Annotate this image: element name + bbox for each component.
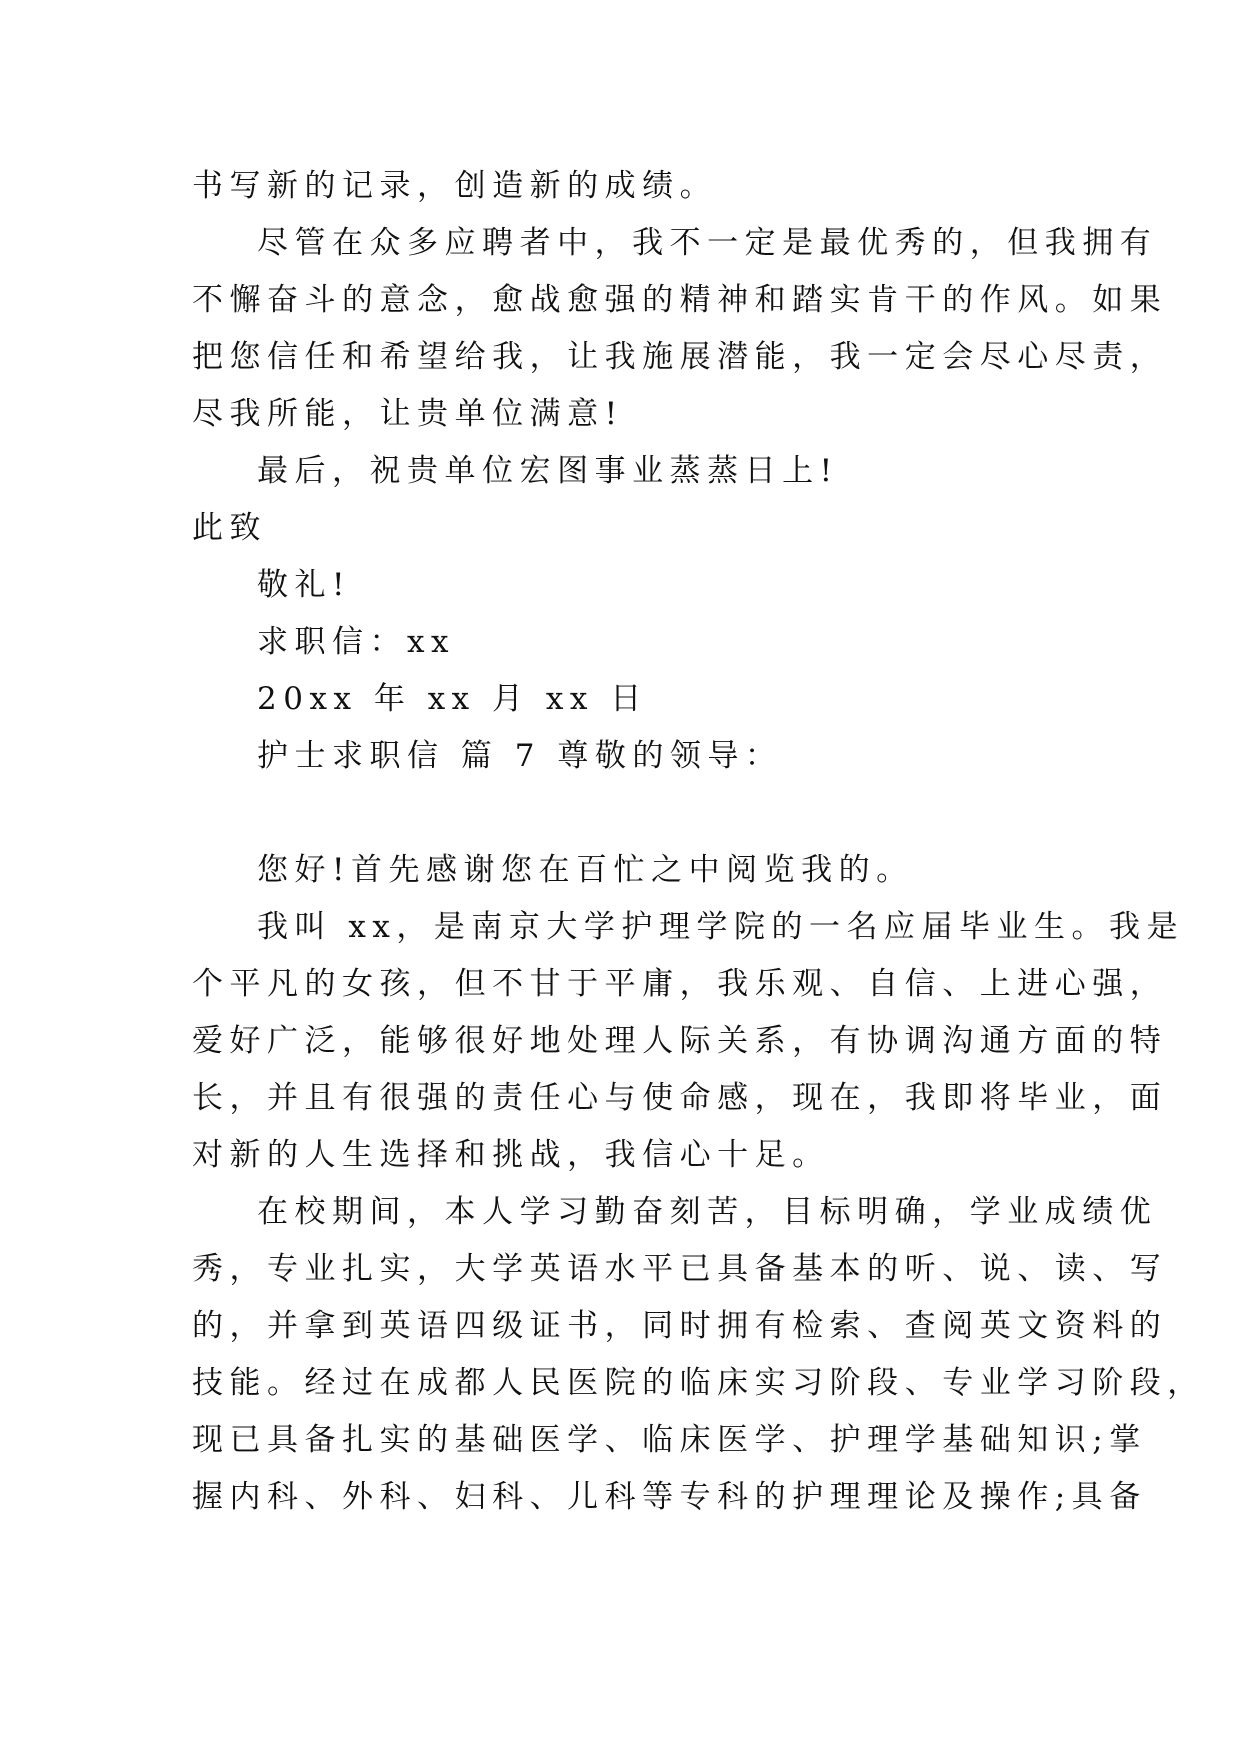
paragraph-start: 在校期间，本人学习勤奋刻苦，目标明确，学业成绩优 [257, 1194, 1158, 1230]
text-line: 爱好广泛，能够很好地处理人际关系，有协调沟通方面的特 [192, 1023, 1168, 1059]
text-line: 的，并拿到英语四级证书，同时拥有检索、查阅英文资料的 [192, 1308, 1168, 1344]
text-line: 个平凡的女孩，但不甘于平庸，我乐观、自信、上进心强， [192, 966, 1168, 1002]
salutation-jing-li: 敬礼! [257, 567, 351, 603]
text-line: 长，并且有很强的责任心与使命感，现在，我即将毕业，面 [192, 1080, 1168, 1116]
text-line: 秀，专业扎实，大学英语水平已具备基本的听、说、读、写 [192, 1251, 1168, 1287]
paragraph-start: 尽管在众多应聘者中，我不一定是最优秀的，但我拥有 [257, 225, 1158, 261]
greeting-line: 您好!首先感谢您在百忙之中阅览我的。 [257, 852, 914, 888]
text-line: 对新的人生选择和挑战，我信心十足。 [192, 1137, 830, 1173]
closing-wish: 最后，祝贵单位宏图事业蒸蒸日上! [257, 453, 839, 489]
section-heading: 护士求职信 篇 7 尊敬的领导： [257, 738, 783, 774]
text-line: 技能。经过在成都人民医院的临床实习阶段、专业学习阶段， [192, 1365, 1205, 1401]
paragraph-start: 我叫 xx，是南京大学护理学院的一名应届毕业生。我是 [257, 909, 1185, 945]
text-line: 把您信任和希望给我，让我施展潜能，我一定会尽心尽责， [192, 339, 1168, 375]
text-line: 书写新的记录，创造新的成绩。 [192, 168, 718, 204]
text-line: 现已具备扎实的基础医学、临床医学、护理学基础知识;掌 [192, 1422, 1147, 1458]
salutation-ci-zhi: 此致 [192, 510, 268, 546]
text-line: 握内科、外科、妇科、儿科等专科的护理理论及操作;具备 [192, 1479, 1147, 1515]
text-line: 尽我所能，让贵单位满意! [192, 396, 624, 432]
date-line: 20xx 年 xx 月 xx 日 [257, 681, 648, 717]
text-line: 不懈奋斗的意念，愈战愈强的精神和踏实肯干的作风。如果 [192, 282, 1168, 318]
signature-line: 求职信：xx [257, 624, 456, 660]
